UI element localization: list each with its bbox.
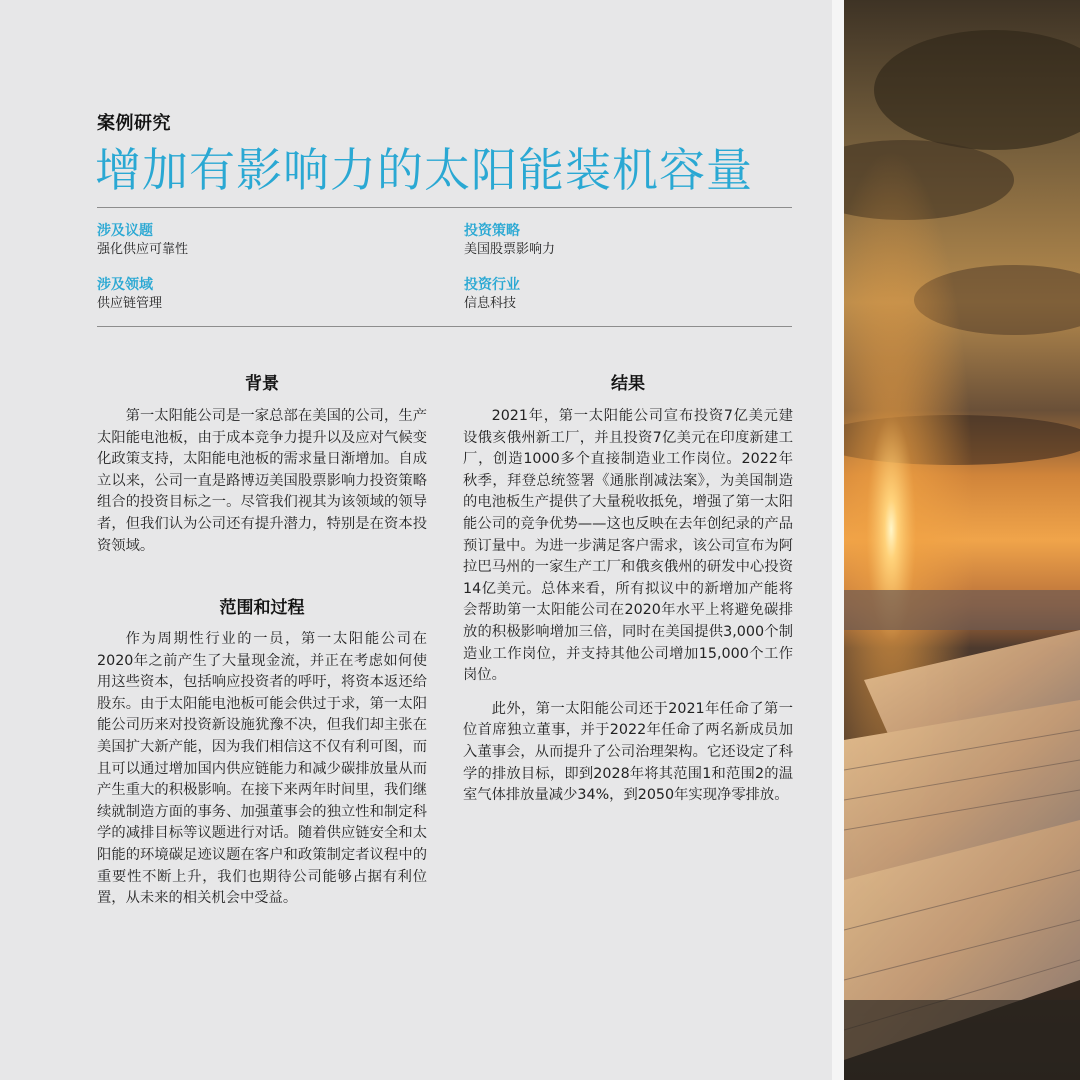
background-section (97, 369, 427, 557)
meta-field-value: 供应链管理 (97, 296, 163, 311)
meta-issue-label: 涉及议题 (97, 223, 153, 239)
meta-industry-value: 信息科技 (464, 296, 517, 311)
section-eyebrow: 案例研究 (97, 113, 171, 134)
scope-section (97, 593, 427, 910)
meta-industry-label: 投资行业 (464, 277, 520, 293)
meta-issue (97, 222, 188, 259)
meta-field (97, 276, 162, 313)
background-paragraph: 第一太阳能公司是一家总部在美国的公司，生产太阳能电池板，由于成本竞争力提升以及应对气候变化政策支持，太阳能电池板的需求量日渐增加。自成立以来，公司一直是路博迈美国股票影响力投资策略组合的投资目标之一。尽管我们视其为该领域的领导者，但我们认为公司还有提升潜力，特别是在资本投资领域。 (97, 408, 427, 554)
bottom-divider (97, 326, 792, 327)
page-title: 增加有影响力的太阳能装机容量 (95, 143, 753, 197)
results-paragraph-2: 此外，第一太阳能公司还于2021年任命了第一位首席独立董事，并于2022年任命了两名新成员加入董事会，从而提升了公司治理架构。它还设定了科学的排放目标，即到2028年将其范围1和范围2的温室气体排放量减少34%，到2050年实现净零排放。 (463, 700, 793, 804)
meta-strategy (464, 222, 555, 259)
page-gutter (832, 0, 844, 1080)
meta-strategy-label: 投资策略 (464, 223, 520, 239)
scope-paragraph: 作为周期性行业的一员，第一太阳能公司在2020年之前产生了大量现金流，并正在考虑如何使用这些资本，包括响应投资者的呼吁，将资本返还给股东。由于太阳能电池板可能会供过于求，第一太阳能公司历来对投资新设施犹豫不决，但我们却主张在美国扩大新产能，因为我们相信这不仅有利可图，而且可以通过增加国内供应链能力和减少碳排放量从而产生重大的积极影响。在接下来两年时间里，我们继续就制造方面的事务、加强董事会的独立性和制定科学的减排目标等议题进行对话。随着供应链安全和太阳能的环境碳足迹议题在客户和政策制定者议程中的重要性不断上升，我们也期待公司能够占据有利位置，从未来的相关机会中受益。 (97, 631, 427, 907)
results-paragraph-1: 2021年，第一太阳能公司宣布投资7亿美元建设俄亥俄州新工厂，并且投资7亿美元在印度新建工厂，创造1000多个直接制造业工作岗位。2022年秋季，拜登总统签署《通胀削减法案》，为美国制造的电池板生产提供了大量税收抵免，增强了第一太阳能公司的竞争优势——这也反映在去年创纪录的产品预订量中。为进一步满足客户需求，该公司宣布为阿拉巴马州的一家生产工厂和俄亥俄州的研发中心投资14亿美元。总体来看，所有拟议中的新增加产能将会帮助第一太阳能公司在2020年水平上将避免碳排放的积极影响增加三倍，同时在美国提供3,000个制造业工作岗位，并支持其他公司增加15,000个工作岗位。 (463, 408, 793, 684)
results-heading: 结果 (611, 374, 645, 394)
meta-issue-value: 强化供应可靠性 (97, 242, 189, 257)
top-divider (97, 207, 792, 208)
results-section (463, 369, 793, 807)
solar-panels-sunset-photo (844, 0, 1080, 1080)
scope-heading: 范围和过程 (219, 598, 305, 618)
background-heading: 背景 (245, 374, 279, 394)
meta-strategy-value: 美国股票影响力 (464, 242, 556, 257)
meta-industry (464, 276, 520, 313)
meta-field-label: 涉及领域 (97, 277, 153, 293)
